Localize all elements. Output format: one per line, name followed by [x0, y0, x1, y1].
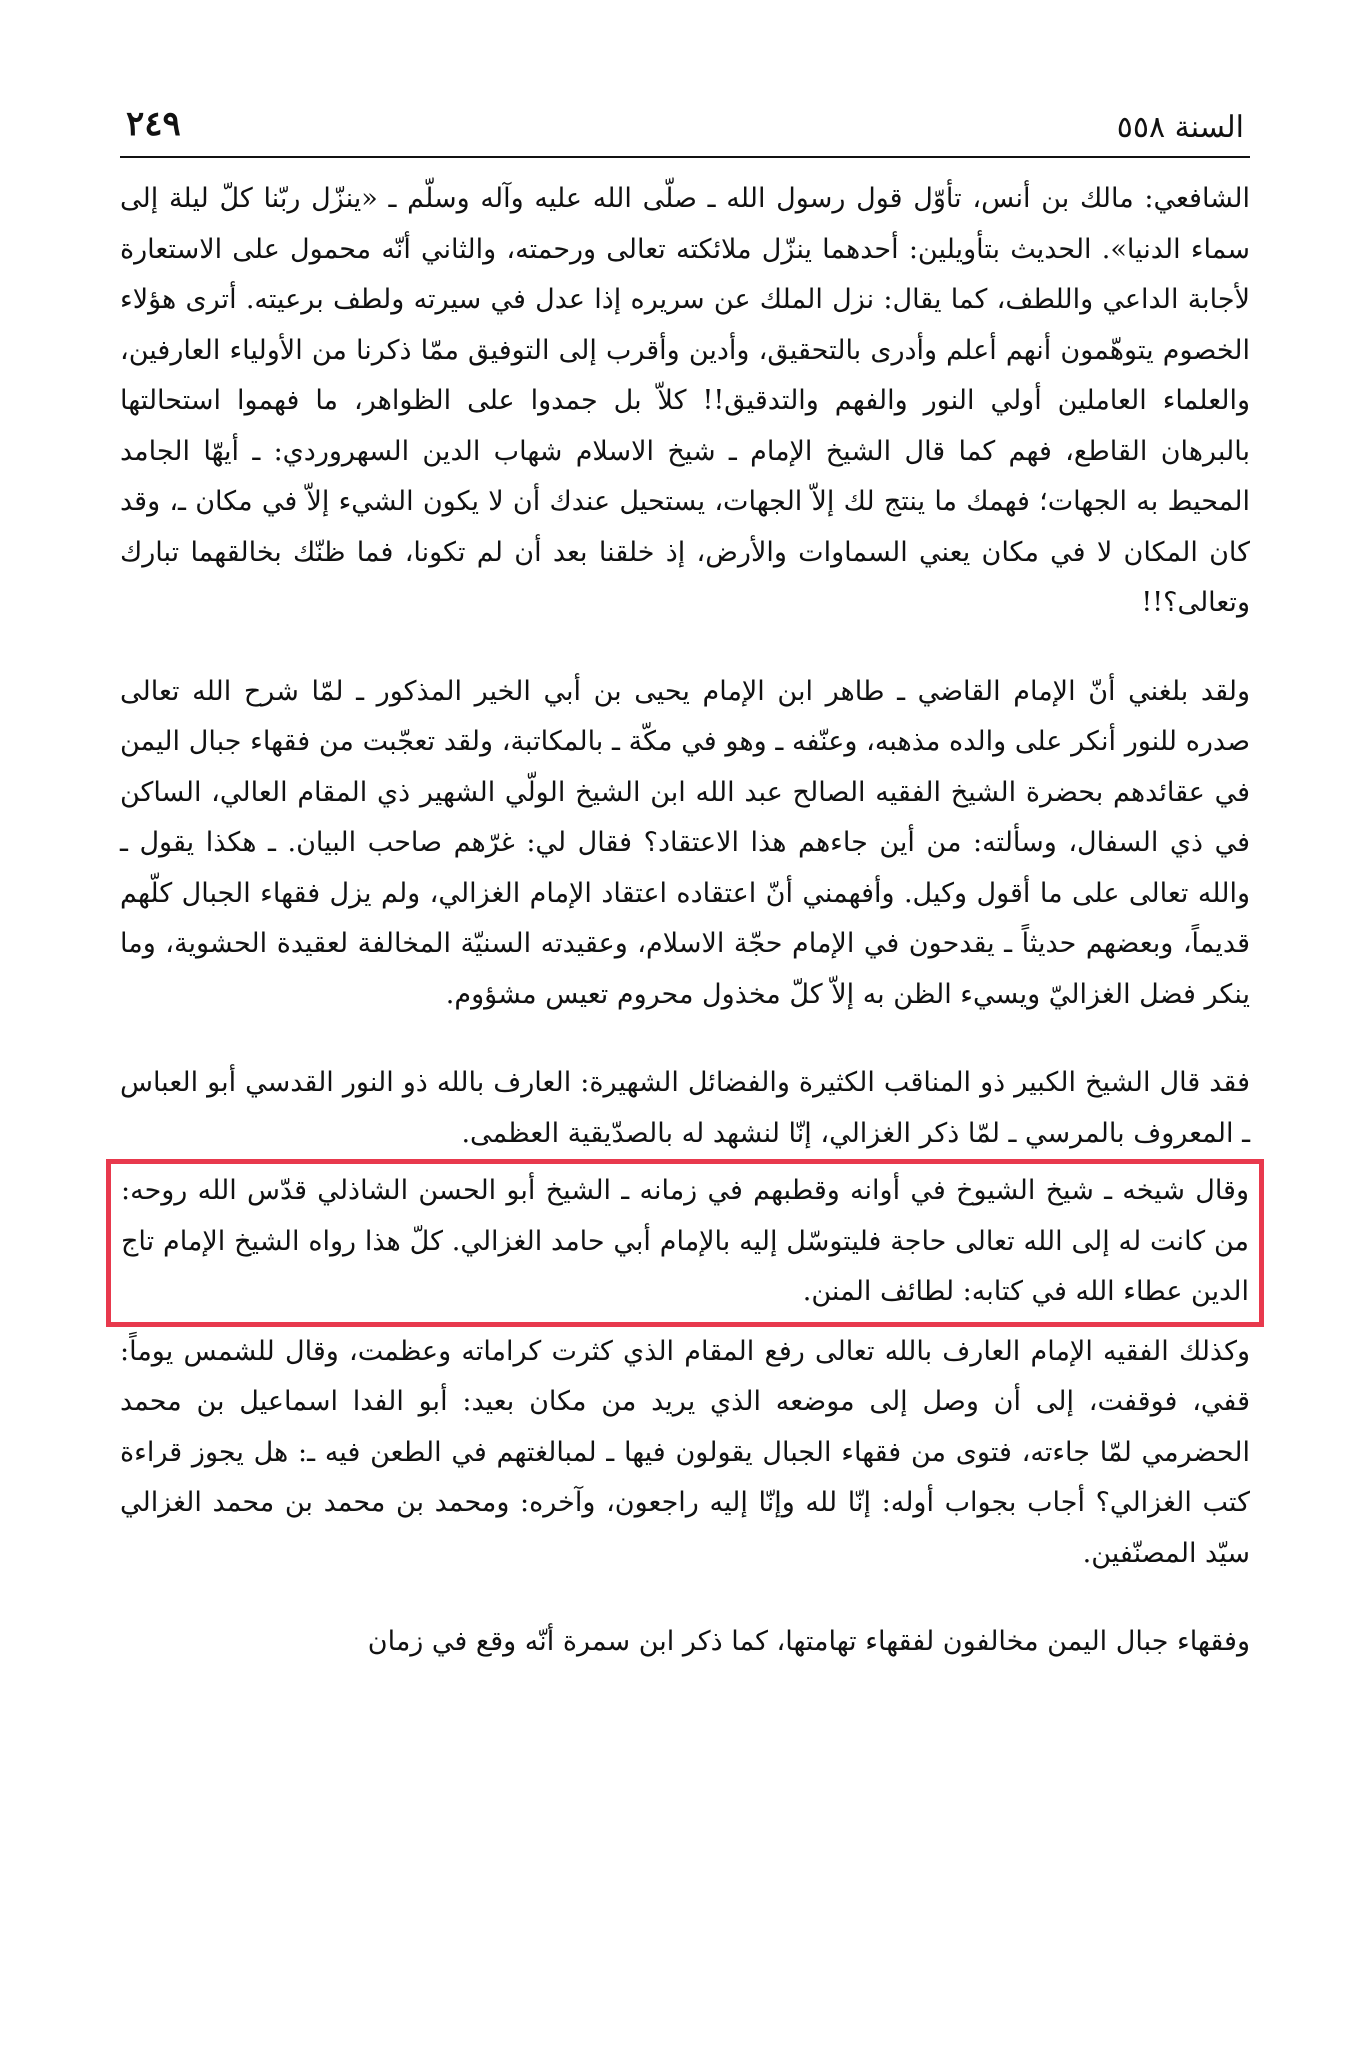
page-header — [120, 100, 1250, 158]
paragraph-4-highlighted: وقال شيخه ـ شيخ الشيوخ في أوانه وقطبهم في زمانه ـ الشيخ أبو الحسن الشاذلي قدّس الله روحه: من كانت له إلى الله تعالى حاجة فليتوسّل إليه بالإمام أبي حامد الغزالي. كلّ هذا رواه الشيخ الإمام تاج الدين عطاء الله في كتابه: لطائف المنن. — [121, 1175, 1249, 1307]
book-page — [120, 100, 1250, 2030]
paragraph-2: ولقد بلغني أنّ الإمام القاضي ـ طاهر ابن الإمام يحيى بن أبي الخير المذكور ـ لمّا شرح الله تعالى صدره للنور أنكر على والده مذهبه، وعنّفه ـ وهو في مكّة ـ بالمكاتبة، ولقد تعجّبت من فقهاء جبال اليمن في عقائدهم بحضرة الشيخ الفقيه الصالح عبد الله ابن الشيخ الولّي الشهير ذي المقام العالي، الساكن في ذي السفال، وسألته: من أين جاءهم هذا الاعتقاد؟ فقال لي: غرّهم صاحب البيان. ـ هكذا يقول ـ والله تعالى على ما أقول وكيل. وأفهمني أنّ اعتقاده اعتقاد الإمام الغزالي، ولم يزل فقهاء الجبال كلّهم قديماً، وبعضهم حديثاً ـ يقدحون في الإمام حجّة الاسلام، وعقيدته السنيّة المخالفة لعقيدة الحشوية، وما ينكر فضل الغزاليّ ويسيء الظن به إلاّ كلّ مخذول محروم تعيس مشؤوم. — [120, 675, 1250, 1010]
page-body — [120, 174, 1250, 1668]
highlighted-passage-box — [106, 1159, 1264, 1327]
paragraph-1: الشافعي: مالك بن أنس، تأوّل قول رسول الله ـ صلّى الله عليه وآله وسلّم ـ «ينزّل ربّنا كلّ ليلة إلى سماء الدنيا». الحديث بتأويلين: أحدهما ينزّل ملائكته تعالى ورحمته، والثاني أنّه محمول على الاستعارة لأجابة الداعي واللطف، كما يقال: نزل الملك عن سريره إذا عدل في سيرته ولطف برعيته. أترى هؤلاء الخصوم يتوهّمون أنهم أعلم وأدرى بالتحقيق، وأدين وأقرب إلى التوفيق ممّا ذكرنا من الأولياء العارفين، والعلماء العاملين أولي النور والفهم والتدقيق!! كلاّ بل جمدوا على الظواهر، ما فهموا استحالتها بالبرهان القاطع، فهم كما قال الشيخ الإمام ـ شيخ الاسلام شهاب الدين السهروردي: ـ أيهّا الجامد المحيط به الجهات؛ فهمك ما ينتج لك إلاّ الجهات، يستحيل عندك أن لا يكون الشيء إلاّ في مكان ـ، وقد كان المكان لا في مكان يعني السماوات والأرض، إذ خلقنا بعد أن لم تكونا، فما ظنّك بخالقهما تبارك وتعالى؟!! — [120, 183, 1250, 618]
page-number: ٢٤٩ — [126, 104, 181, 144]
running-title: السنة ٥٥٨ — [1116, 110, 1244, 145]
paragraph-3: فقد قال الشيخ الكبير ذو المناقب الكثيرة والفضائل الشهيرة: العارف بالله ذو النور القدسي أبو العباس ـ المعروف بالمرسي ـ لمّا ذكر الغزالي، إنّا لنشهد له بالصدّيقية العظمى. — [120, 1067, 1250, 1149]
paragraph-6: وفقهاء جبال اليمن مخالفون لفقهاء تهامتها، كما ذكر ابن سمرة أنّه وقع في زمان — [367, 1626, 1250, 1657]
paragraph-5: وكذلك الفقيه الإمام العارف بالله تعالى رفع المقام الذي كثرت كراماته وعظمت، وقال للشمس يوماً: قفي، فوقفت، إلى أن وصل إلى موضعه الذي يريد من مكان بعيد: أبو الفدا اسماعيل بن محمد الحضرمي لمّا جاءته، فتوى من فقهاء الجبال يقولون فيها ـ لمبالغتهم في الطعن فيه ـ: هل يجوز قراءة كتب الغزالي؟ أجاب بجواب أوله: إنّا لله وإنّا إليه راجعون، وآخره: ومحمد بن محمد بن محمد الغزالي سيّد المصنّفين. — [120, 1335, 1250, 1569]
